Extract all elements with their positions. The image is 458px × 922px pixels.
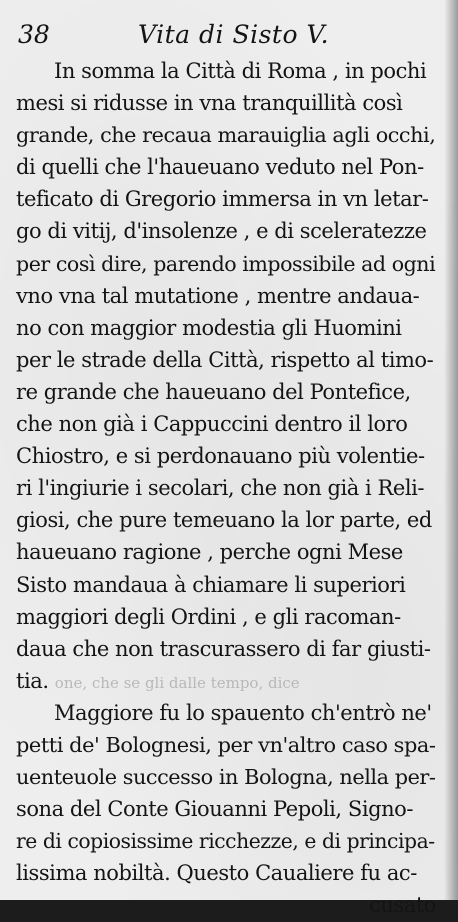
- text-line: maggiori degli Ordini , e gli racoman-: [16, 604, 401, 629]
- running-head: [18, 20, 438, 54]
- last-line-text: tia.: [16, 668, 49, 693]
- page-number: 38: [18, 20, 50, 49]
- text-line: re grande che haueuano del Pontefice,: [16, 379, 411, 404]
- text-line: petti de' Bolognesi, per vn'altro caso spa-: [16, 732, 436, 757]
- text-line-last: [16, 665, 436, 697]
- catchword: cusato: [369, 893, 436, 918]
- text-line: giosi, che pure temeuano la lor parte, ed: [16, 508, 432, 533]
- bleed-through-text: one, che se gli dalle tempo, dice: [54, 673, 300, 692]
- text-line: lissima nobiltà. Questo Caualiere fu ac-: [16, 861, 417, 886]
- gutter-shadow: [444, 0, 458, 900]
- paragraph-first-line: Maggiore fu lo spauento ch'entrò ne': [54, 700, 432, 725]
- text-line: Chiostro, e si perdonauano più volentie-: [16, 444, 425, 469]
- text-line: Sisto mandaua à chiamare li superiori: [16, 572, 406, 597]
- text-line: ri l'ingiurie i secolari, che non già i Reli-: [16, 476, 425, 501]
- body-text: [16, 55, 436, 922]
- text-line: di quelli che l'haueuano veduto nel Pon-: [16, 155, 424, 180]
- text-line: haueuano ragione , perche ogni Mese: [16, 540, 403, 565]
- text-line: no con maggior modestia gli Huomini: [16, 315, 402, 340]
- text-line: per così dire, parendo impossibile ad ogni: [16, 251, 436, 276]
- text-line: per le strade della Città, rispetto al timo-: [16, 347, 434, 372]
- text-line: vno vna tal mutatione , mentre andaua-: [16, 283, 420, 308]
- text-line: go di vitij, d'insolenze , e di sceleratezze: [16, 219, 427, 244]
- text-line: re di copiosissime ricchezze, e di principa-: [16, 829, 435, 854]
- running-title: Vita di Sisto V.: [138, 20, 330, 49]
- text-line: uenteuole successo in Bologna, nella per-: [16, 765, 436, 790]
- text-line: grande, che recaua marauiglia agli occhi,: [16, 123, 436, 148]
- paragraph-first-line: In somma la Città di Roma , in pochi: [54, 59, 427, 83]
- text-line: mesi si ridusse in vna tranquillità così: [16, 91, 403, 116]
- text-line: sona del Conte Giouanni Pepoli, Signo-: [16, 797, 413, 822]
- text-line: che non già i Cappuccini dentro il loro: [16, 412, 408, 437]
- text-line: teficato di Gregorio immersa in vn letar-: [16, 187, 429, 212]
- text-line: daua che non trascurassero di far giusti-: [16, 636, 431, 661]
